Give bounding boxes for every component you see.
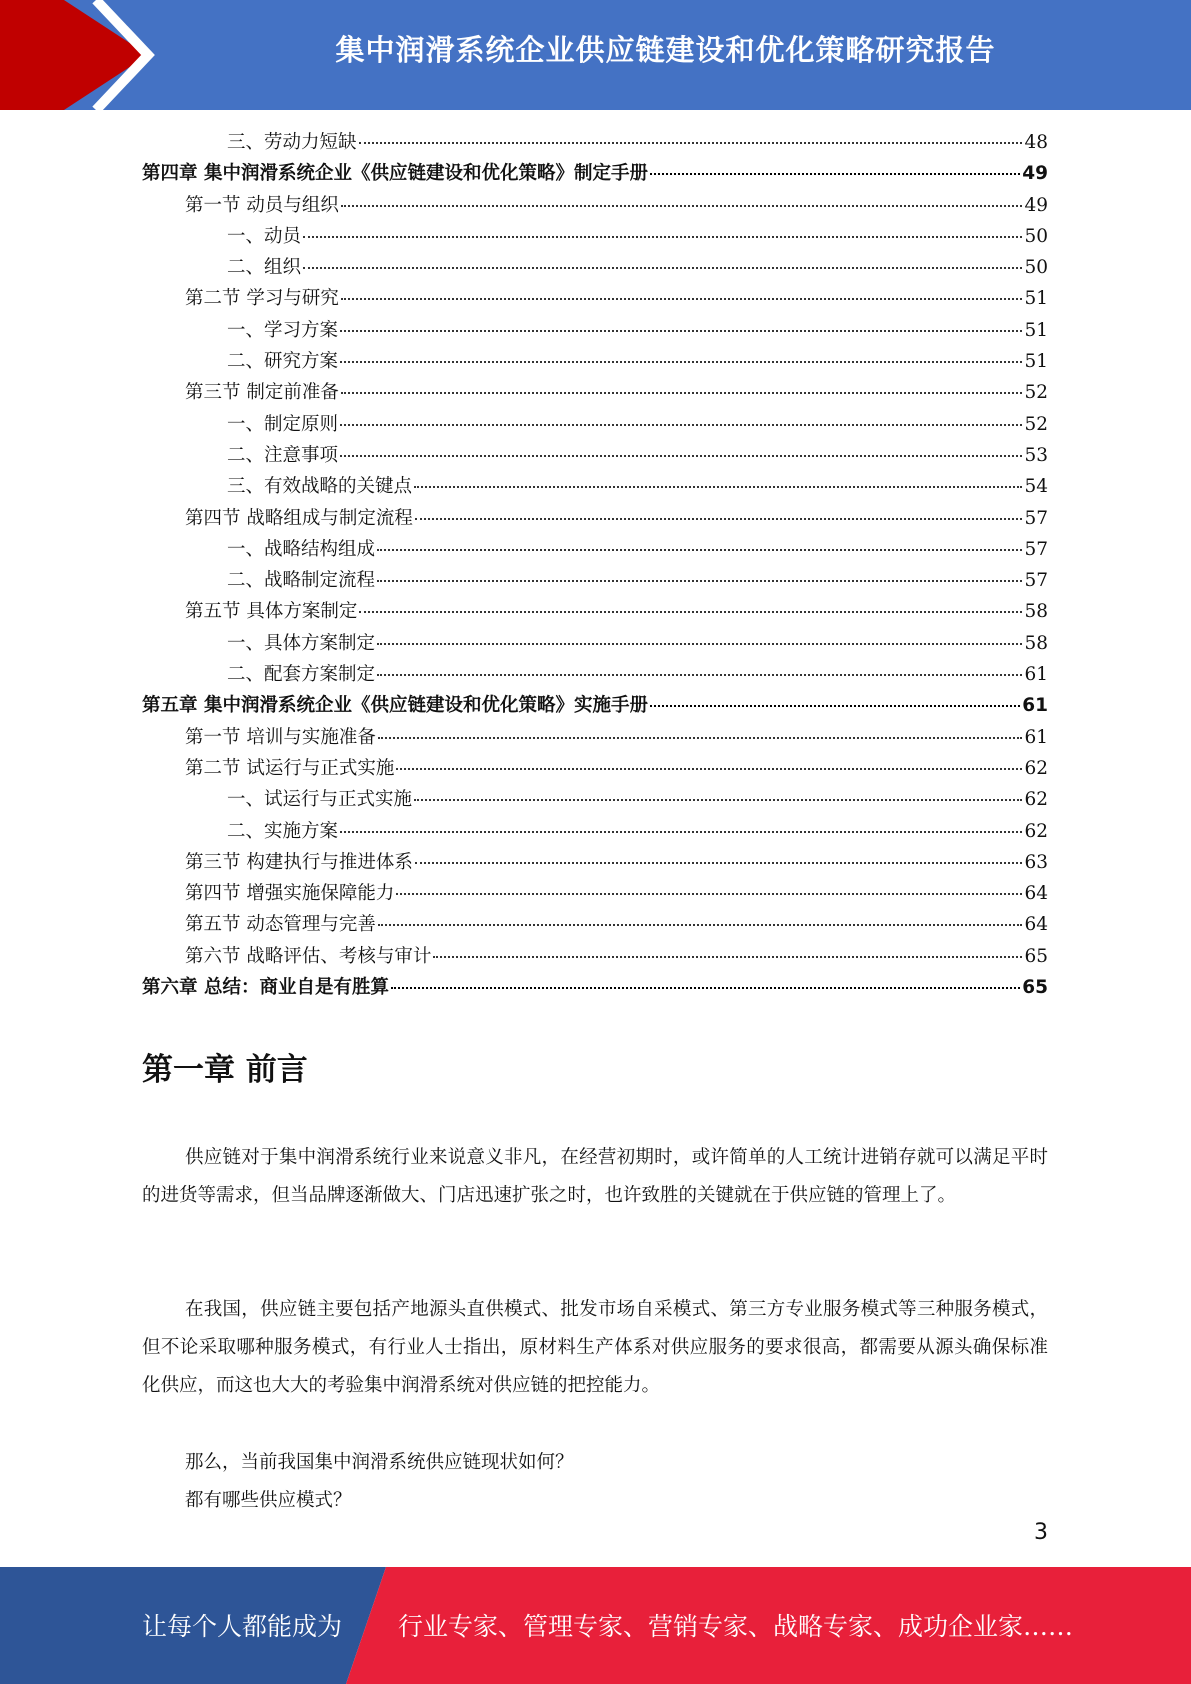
- toc-entry-page: 63: [1024, 851, 1048, 873]
- toc-entry[interactable]: [142, 222, 1048, 253]
- toc-entry[interactable]: [142, 159, 1048, 190]
- toc-entry-page: 58: [1024, 632, 1048, 654]
- toc-entry-title: 第五章 集中润滑系统企业《供应链建设和优化策略》实施手册: [142, 695, 648, 717]
- toc-entry-page: 54: [1024, 476, 1048, 498]
- toc-entry-page: 57: [1024, 570, 1048, 592]
- toc-leader-dots: [415, 862, 1023, 864]
- toc-entry-title: 第四节 战略组成与制定流程: [185, 507, 413, 529]
- footer-slogan-left: 让每个人都能成为: [142, 1612, 343, 1641]
- toc-entry-title: 一、战略结构组成: [227, 538, 376, 560]
- toc-entry[interactable]: [142, 128, 1048, 159]
- toc-entry-title: 第五节 动态管理与完善: [185, 914, 376, 936]
- toc-entry[interactable]: [142, 629, 1048, 660]
- toc-entry[interactable]: [142, 691, 1048, 722]
- toc-entry-title: 第四节 增强实施保障能力: [185, 883, 395, 905]
- toc-entry-title: 第一节 培训与实施准备: [185, 726, 376, 748]
- toc-entry-page: 52: [1024, 382, 1048, 404]
- toc-entry-page: 48: [1024, 132, 1048, 153]
- toc-leader-dots: [396, 768, 1022, 770]
- toc-leader-dots: [415, 518, 1023, 520]
- toc-entry-page: 64: [1024, 914, 1048, 936]
- toc-entry-page: 57: [1024, 538, 1048, 560]
- toc-entry-title: 二、注意事项: [227, 444, 339, 466]
- toc-entry[interactable]: [142, 817, 1048, 848]
- toc-entry[interactable]: [142, 410, 1048, 441]
- toc-leader-dots: [359, 611, 1022, 613]
- toc-entry-page: 53: [1024, 444, 1048, 466]
- toc-entry-title: 第三节 构建执行与推进体系: [185, 851, 413, 873]
- toc-leader-dots: [378, 737, 1023, 739]
- toc-entry-page: 51: [1024, 319, 1048, 341]
- toc-entry[interactable]: [142, 597, 1048, 628]
- page-number: 3: [1034, 1520, 1048, 1545]
- toc-entry-page: 52: [1024, 413, 1048, 435]
- toc-leader-dots: [340, 455, 1022, 457]
- toc-leader-dots: [377, 674, 1022, 676]
- toc-entry[interactable]: [142, 754, 1048, 785]
- body-paragraph: 供应链对于集中润滑系统行业来说意义非凡，在经营初期时，或许简单的人工统计进销存就可以满足平时的进货等需求，但当品牌逐渐做大、门店迅速扩张之时，也许致胜的关键就在于供应链的管理上了。: [142, 1147, 1048, 1206]
- toc-entry-page: 61: [1024, 664, 1048, 686]
- toc-entry-title: 一、制定原则: [227, 413, 339, 435]
- toc-leader-dots: [340, 424, 1022, 426]
- toc-leader-dots: [391, 987, 1020, 989]
- toc-entry-page: 57: [1024, 507, 1048, 529]
- question-line: 那么，当前我国集中润滑系统供应链现状如何？: [185, 1452, 574, 1473]
- toc-entry[interactable]: [142, 316, 1048, 347]
- toc-entry-title: 一、具体方案制定: [227, 632, 376, 654]
- toc-entry-page: 51: [1024, 288, 1048, 310]
- footer-slogan-right: 行业专家、管理专家、营销专家、战略专家、成功企业家……: [398, 1612, 1074, 1641]
- toc-entry-title: 第五节 具体方案制定: [185, 601, 358, 623]
- toc-entry-title: 第二节 学习与研究: [185, 288, 339, 310]
- toc-leader-dots: [377, 549, 1022, 551]
- toc-leader-dots: [377, 580, 1022, 582]
- toc-entry-page: 58: [1024, 601, 1048, 623]
- toc-leader-dots: [340, 361, 1022, 363]
- body-paragraph: 在我国，供应链主要包括产地源头直供模式、批发市场自采模式、第三方专业服务模式等三种服务模式，但不论采取哪种服务模式，有行业人士指出，原材料生产体系对供应服务的要求很高，都需要从源头确保标准化供应，而这也大大的考验集中润滑系统对供应链的把控能力。: [142, 1299, 1048, 1396]
- toc-leader-dots: [433, 956, 1022, 958]
- toc-entry-title: 三、劳动力短缺: [227, 132, 357, 153]
- toc-entry[interactable]: [142, 723, 1048, 754]
- toc-entry-title: 二、配套方案制定: [227, 664, 376, 686]
- toc-leader-dots: [303, 267, 1022, 269]
- toc-leader-dots: [396, 893, 1022, 895]
- toc-entry-title: 二、研究方案: [227, 351, 339, 373]
- toc-entry-page: 62: [1024, 757, 1048, 779]
- toc-entry[interactable]: [142, 504, 1048, 535]
- question-line: 都有哪些供应模式？: [185, 1490, 352, 1511]
- toc-entry[interactable]: [142, 472, 1048, 503]
- toc-entry-page: 51: [1024, 351, 1048, 373]
- toc-entry-title: 二、组织: [227, 257, 302, 279]
- toc-entry[interactable]: [142, 191, 1048, 222]
- toc-entry-title: 一、试运行与正式实施: [227, 789, 413, 811]
- toc-entry[interactable]: [142, 973, 1048, 1004]
- toc-entry-title: 三、有效战略的关键点: [227, 476, 413, 498]
- toc-entry-title: 一、动员: [227, 225, 302, 247]
- toc-leader-dots: [340, 831, 1022, 833]
- toc-entry-page: 61: [1022, 695, 1048, 717]
- toc-leader-dots: [303, 236, 1022, 238]
- toc-entry-page: 50: [1024, 225, 1048, 247]
- toc-entry-title: 二、实施方案: [227, 820, 339, 842]
- toc-leader-dots: [377, 643, 1022, 645]
- toc-entry-page: 49: [1024, 194, 1048, 216]
- toc-entry[interactable]: [142, 284, 1048, 315]
- toc-leader-dots: [650, 173, 1020, 175]
- toc-entry-title: 第一节 动员与组织: [185, 194, 339, 216]
- toc-leader-dots: [414, 799, 1022, 801]
- page-footer: [0, 1567, 1191, 1684]
- toc-entry[interactable]: [142, 848, 1048, 879]
- toc-entry-page: 62: [1024, 820, 1048, 842]
- toc-entry[interactable]: [142, 535, 1048, 566]
- toc-entry[interactable]: [142, 347, 1048, 378]
- toc-entry-title: 第六节 战略评估、考核与审计: [185, 945, 432, 967]
- toc-leader-dots: [378, 924, 1023, 926]
- toc-entry-title: 二、战略制定流程: [227, 570, 376, 592]
- toc-entry-title: 第六章 总结：商业自是有胜算: [142, 977, 389, 999]
- toc-entry-page: 65: [1022, 977, 1048, 999]
- toc-entry[interactable]: [142, 785, 1048, 816]
- toc-entry-page: 61: [1024, 726, 1048, 748]
- toc-entry-page: 49: [1022, 163, 1048, 185]
- toc-leader-dots: [414, 486, 1022, 488]
- toc-entry[interactable]: [142, 942, 1048, 973]
- table-of-contents: [142, 128, 1048, 1004]
- toc-entry-page: 50: [1024, 257, 1048, 279]
- toc-leader-dots: [650, 705, 1020, 707]
- toc-entry[interactable]: [142, 441, 1048, 472]
- toc-entry[interactable]: [142, 378, 1048, 409]
- toc-leader-dots: [359, 142, 1023, 144]
- toc-entry-title: 第二节 试运行与正式实施: [185, 757, 395, 779]
- toc-leader-dots: [340, 330, 1022, 332]
- toc-entry-title: 第三节 制定前准备: [185, 382, 339, 404]
- toc-entry-page: 65: [1024, 945, 1048, 967]
- toc-entry-title: 第四章 集中润滑系统企业《供应链建设和优化策略》制定手册: [142, 163, 648, 185]
- toc-entry[interactable]: [142, 566, 1048, 597]
- toc-entry-page: 64: [1024, 883, 1048, 905]
- toc-entry-page: 62: [1024, 789, 1048, 811]
- toc-entry[interactable]: [142, 660, 1048, 691]
- toc-leader-dots: [341, 392, 1023, 394]
- toc-entry[interactable]: [142, 253, 1048, 284]
- page-header: [0, 0, 1191, 110]
- toc-entry-title: 一、学习方案: [227, 319, 339, 341]
- toc-entry[interactable]: [142, 879, 1048, 910]
- chapter-title: 第一章 前言: [142, 1052, 308, 1088]
- toc-leader-dots: [341, 298, 1023, 300]
- toc-leader-dots: [341, 205, 1023, 207]
- toc-entry[interactable]: [142, 910, 1048, 941]
- report-title: 集中润滑系统企业供应链建设和优化策略研究报告: [335, 33, 996, 67]
